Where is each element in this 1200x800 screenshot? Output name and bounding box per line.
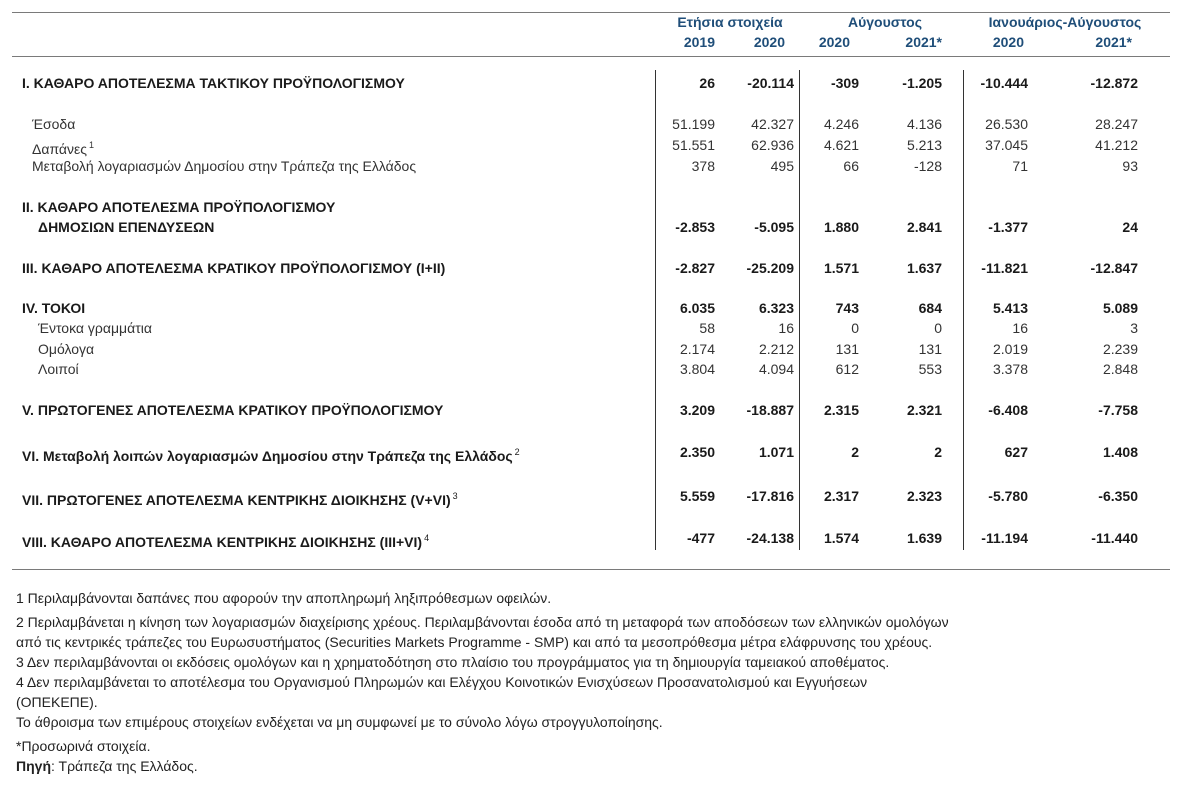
header-year: 2019 — [683, 34, 715, 50]
footnote-3: 3 Δεν περιλαμβάνονται οι εκδόσεις ομολόγων και η χρηματοδότηση στο πλαίσιο του προγράμματος για τη δημιουργία ταμειακού αποθέματος. — [16, 654, 890, 670]
cell-value: 2.212 — [758, 341, 794, 357]
cell-value: 2.841 — [906, 219, 942, 235]
footnote-ref: 1 — [89, 140, 95, 150]
cell-value: -2.827 — [675, 260, 715, 276]
cell-value: -7.758 — [1098, 402, 1138, 418]
cell-value: -11.440 — [1091, 530, 1138, 546]
cell-value: 1.071 — [758, 444, 794, 460]
cell-value: 5.213 — [906, 137, 942, 153]
cell-value: 26.530 — [985, 116, 1028, 132]
table-row — [0, 318, 1200, 338]
cell-value: 743 — [835, 300, 859, 316]
cell-value: 58 — [699, 320, 715, 336]
cell-value: 6.035 — [679, 300, 715, 316]
cell-value: -12.847 — [1090, 260, 1138, 276]
cell-value: -12.872 — [1090, 75, 1138, 91]
cell-value: -11.821 — [981, 260, 1028, 276]
cell-value: 2.321 — [906, 402, 942, 418]
cell-value: 1.637 — [906, 260, 942, 276]
header-year: 2020 — [753, 34, 785, 50]
cell-value: -24.138 — [746, 530, 794, 546]
row-label: Έσοδα — [32, 116, 76, 132]
footnote-1: 1 Περιλαμβάνονται δαπάνες που αφορούν την αποπληρωμή ληξιπρόθεσμων οφειλών. — [16, 590, 552, 606]
cell-value: 2.239 — [1102, 341, 1138, 357]
source-label: Πηγή — [16, 758, 51, 774]
cell-value: 62.936 — [751, 137, 794, 153]
cell-value: 1.639 — [906, 530, 942, 546]
table-row — [0, 528, 1200, 548]
table-row — [0, 73, 1200, 93]
row-label: Μεταβολή λογαριασμών Δημοσίου στην Τράπεζα της Ελλάδος — [32, 158, 417, 174]
row-label: VIII. ΚΑΘΑΡΟ ΑΠΟΤΕΛΕΣΜΑ ΚΕΝΤΡΙΚΗΣ ΔΙΟΙΚΗΣΗΣ (III+VI) $^4$ — [22, 533, 430, 550]
cell-value: 2.019 — [992, 341, 1028, 357]
header-group-janaug: Ιανουάριος-Αύγουστος — [988, 14, 1142, 30]
cell-value: -1.377 — [988, 219, 1028, 235]
cell-value: 1.408 — [1102, 444, 1138, 460]
cell-value: 37.045 — [985, 137, 1028, 153]
header-rule — [12, 56, 1170, 57]
cell-value: 4.136 — [906, 116, 942, 132]
row-label: VII. ΠΡΩΤΟΓΕΝΕΣ ΑΠΟΤΕΛΕΣΜΑ ΚΕΝΤΡΙΚΗΣ ΔΙΟΙΚΗΣΗΣ (V+VI) $^3$ — [22, 491, 458, 508]
row-label-continued: ΔΗΜΟΣΙΩΝ ΕΠΕΝΔΥΣΕΩΝ — [38, 219, 215, 235]
cell-value: 4.621 — [823, 137, 859, 153]
cell-value: 28.247 — [1095, 116, 1138, 132]
cell-value: 2 — [934, 444, 942, 460]
cell-value: 2.323 — [906, 488, 942, 504]
cell-value: 16 — [778, 320, 794, 336]
cell-value: 4.094 — [758, 361, 794, 377]
source-text: : Τράπεζα της Ελλάδος. — [51, 758, 198, 774]
cell-value: 3 — [1130, 320, 1138, 336]
cell-value: 24 — [1122, 219, 1138, 235]
table-row — [0, 298, 1200, 318]
header-group-annual: Ετήσια στοιχεία — [677, 14, 783, 30]
cell-value: 627 — [1004, 444, 1028, 460]
header-year: 2021* — [905, 34, 942, 50]
cell-value: -25.209 — [746, 260, 794, 276]
footnote-2: 2 Περιλαμβάνεται η κίνηση των λογαριασμών διαχείρισης χρέους. Περιλαμβάνονται έσοδα από τη μεταφορά των αποδόσεων των ελληνικών ομολόγων — [16, 614, 949, 630]
cell-value: -11.194 — [981, 530, 1028, 546]
cell-value: 2.848 — [1102, 361, 1138, 377]
cell-value: 0 — [934, 320, 942, 336]
footnote-ref: 4 — [424, 533, 430, 543]
cell-value: 41.212 — [1095, 137, 1138, 153]
cell-value: 612 — [835, 361, 859, 377]
cell-value: 71 — [1012, 158, 1028, 174]
cell-value: 3.804 — [679, 361, 715, 377]
cell-value: -6.350 — [1098, 488, 1138, 504]
cell-value: 66 — [843, 158, 859, 174]
table-bottom-rule — [12, 569, 1170, 570]
cell-value: -128 — [913, 158, 942, 174]
row-label: IV. ΤΟΚΟΙ — [22, 300, 86, 316]
row-label: V. ΠΡΩΤΟΓΕΝΕΣ ΑΠΟΤΕΛΕΣΜΑ ΚΡΑΤΙΚΟΥ ΠΡΟΫΠΟΛΟΓΙΣΜΟΥ — [22, 402, 444, 418]
cell-value: 16 — [1012, 320, 1028, 336]
cell-value: -5.095 — [754, 219, 794, 235]
header-year: 2020 — [818, 34, 850, 50]
cell-value: 2.174 — [679, 341, 715, 357]
row-label: Έντοκα γραμμάτια — [38, 320, 152, 336]
cell-value: -1.205 — [902, 75, 942, 91]
cell-value: 42.327 — [751, 116, 794, 132]
table-row — [0, 339, 1200, 359]
cell-value: -6.408 — [988, 402, 1028, 418]
cell-value: 2.350 — [679, 444, 715, 460]
top-rule — [12, 12, 1170, 13]
footnote-4-continued: (ΟΠΕΚΕΠΕ). — [16, 694, 98, 710]
source-note — [16, 756, 1176, 776]
footnote-2-continued: από τις κεντρικές τράπεζες του Ευρωσυστήματος (Securities Markets Programme - SMP) και από τα μεσοπρόθεσμα μέτρα ελάφρυνσης του χρέους. — [16, 634, 933, 650]
table-row-label-line — [0, 197, 1200, 217]
row-label: Ομόλογα — [38, 341, 95, 357]
header-group-august: Αύγουστος — [847, 14, 922, 30]
cell-value: 26 — [699, 75, 715, 91]
cell-value: 4.246 — [823, 116, 859, 132]
cell-value: 3.209 — [679, 402, 715, 418]
header-year: 2020 — [992, 34, 1024, 50]
header-year: 2021* — [1095, 34, 1132, 50]
cell-value: 378 — [691, 158, 715, 174]
footnotes — [16, 588, 1176, 776]
footnote-ref: 2 — [514, 447, 520, 457]
cell-value: 5.089 — [1102, 300, 1138, 316]
cell-value: -309 — [830, 75, 859, 91]
cell-value: -5.780 — [988, 488, 1028, 504]
row-label: III. ΚΑΘΑΡΟ ΑΠΟΤΕΛΕΣΜΑ ΚΡΑΤΙΚΟΥ ΠΡΟΫΠΟΛΟΓΙΣΜΟΥ (I+II) — [22, 260, 446, 276]
row-label: VI. Μεταβολή λοιπών λογαριασμών Δημοσίου στην Τράπεζα της Ελλάδος $^2$ — [22, 447, 520, 464]
cell-value: 1.571 — [823, 260, 859, 276]
cell-value: -18.887 — [746, 402, 794, 418]
table-row — [0, 400, 1200, 420]
cell-value: 2.317 — [823, 488, 859, 504]
table-row — [0, 217, 1200, 237]
cell-value: 2 — [851, 444, 859, 460]
cell-value: 5.559 — [679, 488, 715, 504]
table-row — [0, 359, 1200, 379]
cell-value: 553 — [918, 361, 942, 377]
table-row — [0, 258, 1200, 278]
cell-value: 684 — [918, 300, 942, 316]
rounding-note: Το άθροισμα των επιμέρους στοιχείων ενδέχεται να μη συμφωνεί με το σύνολο λόγω στρογγυλοποίησης. — [16, 714, 663, 730]
footnote-4: 4 Δεν περιλαμβάνεται το αποτέλεσμα του Οργανισμού Πληρωμών και Ελέγχου Κοινοτικών Ενισχύσεων Προσανατολισμού και Εγγυήσεων — [16, 674, 868, 690]
cell-value: 51.551 — [672, 137, 715, 153]
cell-value: -10.444 — [980, 75, 1028, 91]
table-row — [0, 486, 1200, 506]
cell-value: 6.323 — [758, 300, 794, 316]
row-label: II. ΚΑΘΑΡΟ ΑΠΟΤΕΛΕΣΜΑ ΠΡΟΫΠΟΛΟΓΙΣΜΟΥ — [22, 199, 336, 215]
cell-value: 2.315 — [823, 402, 859, 418]
cell-value: -477 — [686, 530, 715, 546]
provisional-note: *Προσωρινά στοιχεία. — [16, 738, 151, 754]
row-label: I. ΚΑΘΑΡΟ ΑΠΟΤΕΛΕΣΜΑ ΤΑΚΤΙΚΟΥ ΠΡΟΫΠΟΛΟΓΙΣΜΟΥ — [22, 75, 405, 91]
cell-value: 3.378 — [992, 361, 1028, 377]
table-row — [0, 156, 1200, 176]
row-label: Δαπάνες $^1$ — [32, 140, 95, 157]
cell-value: 5.413 — [992, 300, 1028, 316]
cell-value: -2.853 — [675, 219, 715, 235]
footnote-ref: 3 — [452, 491, 458, 501]
cell-value: 131 — [918, 341, 942, 357]
cell-value: 1.574 — [823, 530, 859, 546]
cell-value: 131 — [835, 341, 859, 357]
table-row — [0, 114, 1200, 134]
cell-value: -17.816 — [746, 488, 794, 504]
cell-value: 93 — [1122, 158, 1138, 174]
row-label: Λοιποί — [38, 361, 79, 377]
cell-value: 1.880 — [823, 219, 859, 235]
table-row — [0, 442, 1200, 462]
cell-value: 51.199 — [672, 116, 715, 132]
cell-value: -20.114 — [747, 75, 794, 91]
cell-value: 0 — [851, 320, 859, 336]
table-row — [0, 135, 1200, 155]
cell-value: 495 — [770, 158, 794, 174]
